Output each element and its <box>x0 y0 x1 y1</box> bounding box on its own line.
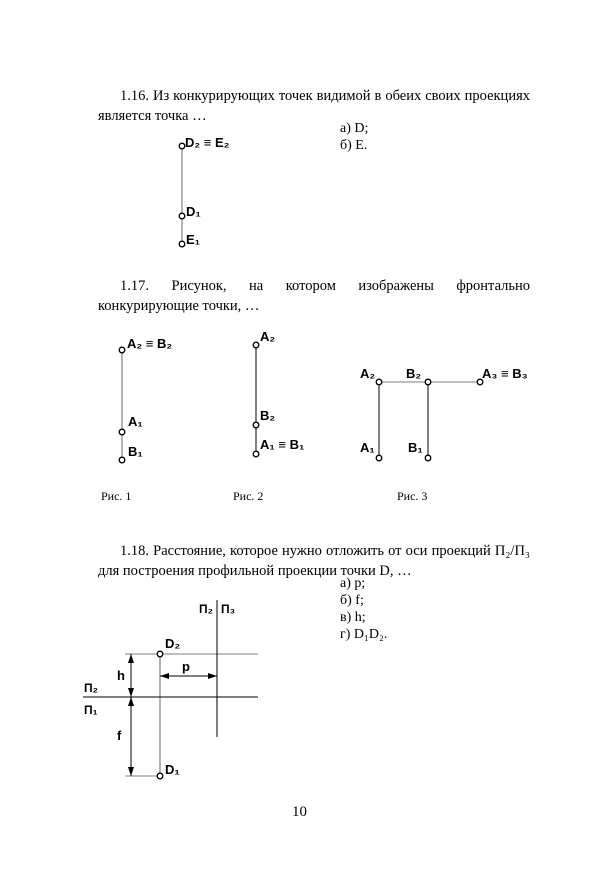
label-d2-e2: D₂ ≡ E₂ <box>185 135 230 150</box>
option-c: в) h; <box>340 610 366 625</box>
label-f: f <box>117 728 122 743</box>
caption-fig-2: Рис. 2 <box>233 489 264 503</box>
label-pi2: П₂ <box>84 681 98 695</box>
label-pi1: П₁ <box>84 703 98 717</box>
label-p2: П₂ <box>199 602 213 616</box>
label-h: h <box>117 668 125 683</box>
option-b: б) f; <box>340 593 364 608</box>
label-p3: П₃ <box>221 602 236 616</box>
caption-fig-3: Рис. 3 <box>397 489 428 503</box>
caption-fig-1: Рис. 1 <box>101 489 132 503</box>
question-1-17-text: 1.17. Рисунок, на котором изображены фронтально конкурирующие точки, … <box>98 278 530 314</box>
label-a3-b3: A₃ ≡ B₃ <box>482 366 528 381</box>
option-a: а) D; <box>340 121 369 136</box>
label-a2: A₂ <box>360 366 376 381</box>
label-b2: B₂ <box>406 366 422 381</box>
question-1-18-text: 1.18. Расстояние, которое нужно отложить от оси проекций П₂/П₃ для построения профильной проекции точки D, … <box>98 543 530 579</box>
label-a2-b2: A₂ ≡ B₂ <box>127 336 173 351</box>
option-b: б) E. <box>340 138 368 153</box>
label-a1-b1: A₁ ≡ B₁ <box>260 437 305 452</box>
label-a1: A₁ <box>128 414 143 429</box>
label-d1: D₁ <box>186 204 201 219</box>
label-d2: D₂ <box>165 636 181 651</box>
option-a: а) p; <box>340 576 366 591</box>
label-b2: B₂ <box>260 408 276 423</box>
label-b1: B₁ <box>128 444 143 459</box>
option-d: г) D₁D₂. <box>340 627 388 642</box>
point-d2 <box>157 651 163 657</box>
label-a1: A₁ <box>360 440 375 455</box>
label-e1: E₁ <box>186 232 201 247</box>
label-a2: A₂ <box>260 329 276 344</box>
question-1-16-text: 1.16. Из конкурирующих точек видимой в обеих своих проекциях является точка … <box>98 88 530 124</box>
point-d1 <box>157 773 163 779</box>
label-d1: D₁ <box>165 762 180 777</box>
page-number: 10 <box>292 804 307 820</box>
label-p: p <box>182 659 190 674</box>
label-b1: B₁ <box>408 440 423 455</box>
